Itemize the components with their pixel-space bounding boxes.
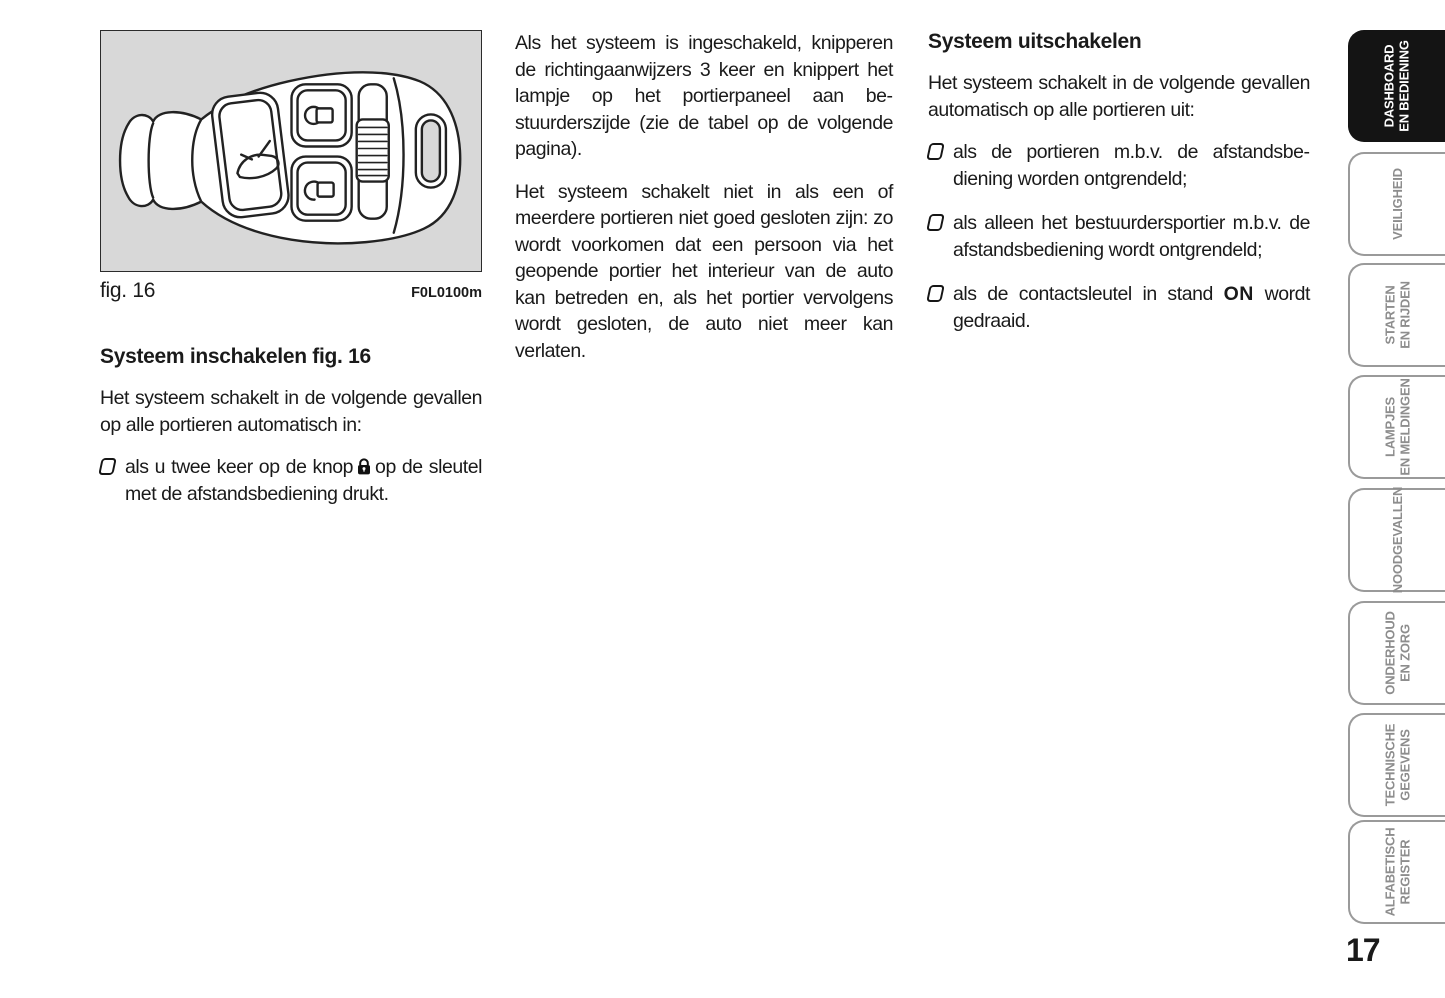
key-remote-illustration bbox=[101, 31, 480, 270]
paragraph-uitschakelen-intro: Het systeem schakelt in de volgende gevallen automatisch op alle portieren uit: bbox=[928, 72, 1310, 121]
bullet-text-post: wordt gedraaid. bbox=[953, 283, 1311, 332]
paragraph-systeem-ingeschakeld: Als het systeem is ingeschakeld, knipperen de richtingaanwijzers 3 keer en knippert het lampje op het portierpaneel aan bestuurderszijde (zie de tabel op de volgende pagina). bbox=[515, 32, 893, 160]
tab-label-line: EN BEDIENING bbox=[1395, 40, 1411, 132]
checkbox-bullet-icon bbox=[926, 143, 945, 160]
heading-systeem-inschakelen: Systeem inschakelen fig. 16 bbox=[100, 345, 371, 368]
tab-noodgevallen[interactable] bbox=[1348, 488, 1445, 592]
tab-label-line: STARTEN bbox=[1382, 285, 1397, 345]
tab-label-line: ALFABETISCH bbox=[1382, 827, 1397, 917]
tab-label-line: REGISTER bbox=[1396, 839, 1412, 905]
bullet-item-bestuurdersportier bbox=[928, 210, 1310, 263]
left-column bbox=[100, 30, 482, 525]
paragraph-inschakelen-intro: Het systeem schakelt in de volgende gevallen op alle portieren automatisch in: bbox=[100, 387, 482, 436]
right-column bbox=[928, 30, 1310, 352]
figure-key-remote bbox=[100, 30, 482, 272]
tab-onderhoud-en-zorg[interactable] bbox=[1348, 601, 1445, 705]
tab-dashboard-en-bediening[interactable] bbox=[1348, 30, 1445, 142]
bullet-text-pre: als u twee keer op de knop bbox=[125, 456, 354, 478]
figure-code: F0L0100m bbox=[411, 285, 482, 301]
heading-systeem-uitschakelen: Systeem uitschakelen bbox=[928, 30, 1142, 53]
tab-label-line: VEILIGHEID bbox=[1389, 168, 1405, 240]
bullet-text: als de portieren m.b.v. de afstandsbediening worden ontgrendeld; bbox=[953, 141, 1310, 190]
tab-label-line: EN ZORG bbox=[1396, 624, 1412, 682]
page-number: 17 bbox=[1346, 932, 1380, 968]
figure-caption-row bbox=[100, 279, 482, 303]
bullet-text bbox=[125, 454, 482, 507]
bullet-text: als alleen het bestuurdersportier m.b.v. de afstandsbediening wordt ontgrendeld; bbox=[953, 212, 1310, 261]
middle-column bbox=[515, 30, 893, 380]
bullet-text-pre: als de contactsleutel in stand bbox=[953, 283, 1213, 305]
ignition-position-on-label: ON bbox=[1223, 283, 1254, 305]
tab-label-line: EN MELDINGEN bbox=[1396, 378, 1412, 476]
tab-technische-gegevens[interactable] bbox=[1348, 713, 1445, 817]
tab-label-line: GEGEVENS bbox=[1396, 729, 1412, 801]
checkbox-bullet-icon bbox=[98, 458, 117, 475]
tab-label-line: EN RIJDEN bbox=[1396, 281, 1412, 349]
tab-starten-en-rijden[interactable] bbox=[1348, 263, 1445, 367]
bullet-item-contactsleutel-on bbox=[928, 281, 1310, 334]
lock-icon bbox=[357, 458, 371, 475]
figure-caption: fig. 16 bbox=[100, 279, 156, 302]
tab-label-line: LAMPJES bbox=[1382, 397, 1397, 458]
bullet-text-post: op de sleutel met de afstandsbediening drukt. bbox=[125, 456, 483, 505]
checkbox-bullet-icon bbox=[926, 214, 945, 231]
tab-label-line: DASHBOARD bbox=[1381, 44, 1396, 128]
bullet-item-portieren-ontgrendeld bbox=[928, 139, 1310, 192]
bullet-item-knop bbox=[100, 454, 482, 507]
tab-veiligheid[interactable] bbox=[1348, 152, 1445, 256]
paragraph-systeem-niet-in: Het systeem schakelt niet in als een of meerdere portieren niet goed gesloten zijn: zo wordt voorkomen dat een persoon via het geopende portier het interieur van de auto kan betreden en, als het portier vervolgens wordt gesloten, de auto niet meer kan verlaten. bbox=[515, 180, 893, 362]
tab-label-line: NOODGEVALLEN bbox=[1389, 486, 1405, 594]
tab-alfabetisch-register[interactable] bbox=[1348, 820, 1445, 924]
tab-lampjes-en-meldingen[interactable] bbox=[1348, 375, 1445, 479]
tab-label-line: ONDERHOUD bbox=[1382, 611, 1397, 695]
bullet-text bbox=[953, 281, 1310, 334]
checkbox-bullet-icon bbox=[926, 285, 945, 302]
tab-label-line: TECHNISCHE bbox=[1382, 723, 1397, 807]
